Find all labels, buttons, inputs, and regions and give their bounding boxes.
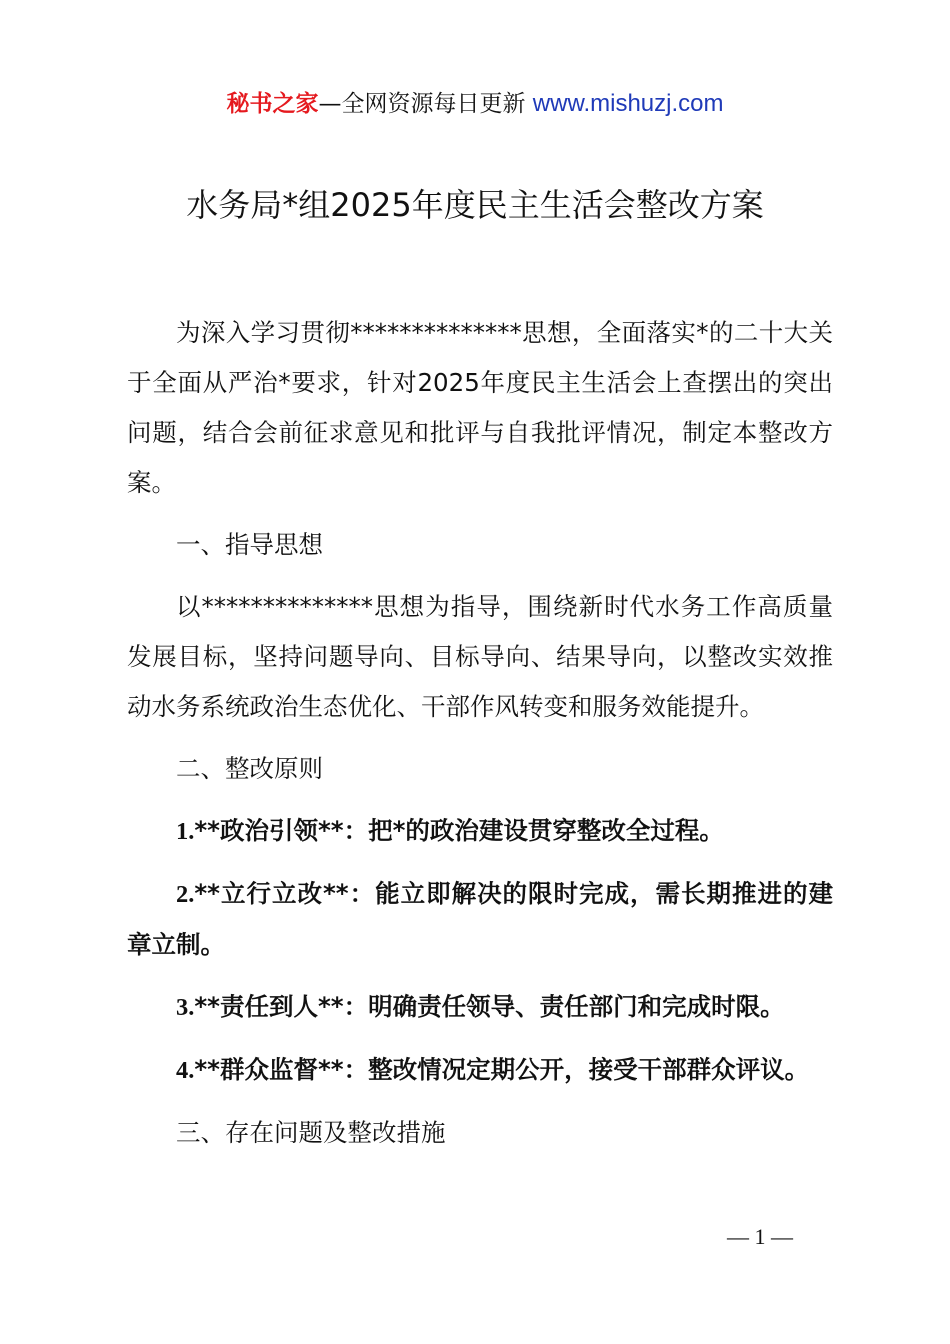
document-body: [127, 308, 833, 1170]
document-title: 水务局*组2025年度民主生活会整改方案: [186, 186, 764, 224]
section-2-heading: 二、整改原则: [176, 754, 323, 783]
section-1-paragraph: 以**************思想为指导，围绕新时代水务工作高质量发展目标，坚持问题导向、目标导向、结果导向，以整改实效推动水务系统政治生态优化、干部作风转变和服务效能提升。: [127, 592, 833, 721]
principle-number: 2.: [176, 881, 195, 908]
principle-item: [127, 982, 833, 1033]
site-brand: 秘书之家: [226, 91, 319, 117]
principle-text: **群众监督**：整改情况定期公开，接受干部群众评议。: [194, 1055, 810, 1084]
principle-text: **政治引领**：把*的政治建设贯穿整改全过程。: [194, 816, 724, 845]
principle-item: [127, 869, 833, 970]
intro-paragraph: 为深入学习贯彻**************思想，全面落实*的二十大关于全面从严治*要求，针对2025年度民主生活会上查摆出的突出问题，结合会前征求意见和批评与自我批评情况，制定本整改方案。: [127, 318, 833, 497]
site-header: [0, 88, 950, 120]
page-number: — 1 —: [727, 1224, 793, 1249]
site-url[interactable]: www.mishuzj.com: [532, 90, 724, 117]
principle-number: 3.: [176, 994, 195, 1021]
principle-text: **立行立改**：能立即解决的限时完成，需长期推进的建章立制。: [127, 879, 833, 959]
principle-number: 4.: [176, 1057, 195, 1084]
principle-text: **责任到人**：明确责任领导、责任部门和完成时限。: [194, 992, 785, 1021]
section-1-heading: 一、指导思想: [176, 530, 323, 559]
site-tagline: —全网资源每日更新: [318, 91, 533, 117]
principle-item: [127, 1045, 833, 1096]
principle-item: [127, 806, 833, 857]
section-3-heading: 三、存在问题及整改措施: [176, 1118, 446, 1147]
principle-number: 1.: [176, 818, 195, 845]
